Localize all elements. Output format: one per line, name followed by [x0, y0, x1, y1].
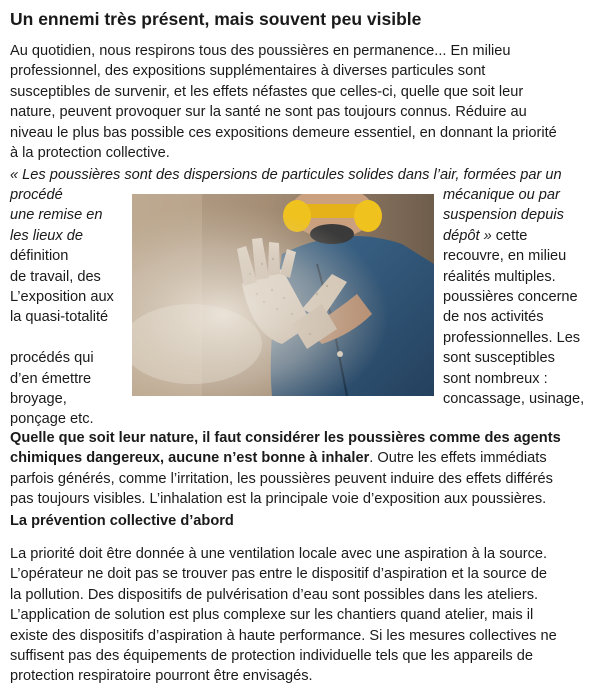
section-subtitle: La prévention collective d’abord [10, 513, 234, 529]
text-line: La priorité doit être donnée à une ventilation locale avec une aspiration à la source. [10, 546, 548, 562]
depot-tail-text: cette [491, 227, 528, 244]
prevention-paragraph [10, 544, 595, 687]
text-line: une remise en [10, 207, 103, 224]
text-line: pas toujours visibles. L’inhalation est la principale voie d’exposition aux poussières. [10, 491, 547, 508]
text-line: sont nombreux : [443, 370, 548, 387]
text-line: niveau le plus bas possible ces expositions demeure essentiel, en donnant la priorité [10, 124, 557, 141]
text-line: de nos activités [443, 309, 544, 326]
intro-paragraph [10, 41, 595, 163]
text-line: nature, peuvent provoquer sur la santé ne sont pas toujours connus. Réduire au [10, 104, 527, 121]
text-line: existe des dispositifs d’aspiration à haute performance. Si les mesures collectives ne [10, 627, 557, 644]
text-line: suspension depuis [443, 207, 564, 224]
text-line: mécanique ou par [443, 187, 560, 203]
text-line: procédés qui [10, 350, 94, 367]
text-line: de travail, des [10, 268, 101, 285]
article-title: Un ennemi très présent, mais souvent peu visible [10, 9, 422, 29]
text-line: la pollution. Des dispositifs de pulvérisation d’eau sont possibles dans les ateliers. [10, 586, 539, 603]
text-line: sont susceptibles [443, 350, 555, 367]
bold-text: chimiques dangereux, aucune n’est bonne à inhaler [10, 450, 370, 467]
text-line [10, 448, 595, 468]
text-line: L’exposition aux [10, 289, 114, 306]
warning-paragraph [10, 428, 595, 510]
text-line: réalités multiples. [443, 268, 556, 285]
text-line: professionnelles. Les [443, 329, 581, 346]
text-line: parfois générés, comme l’irritation, les poussières peuvent induire des effets différés [10, 470, 553, 487]
plain-text: . Outre les effets immédiats [369, 450, 547, 467]
worker-gloves-dust-photo [132, 194, 434, 396]
quote-opening-line: « Les poussières sont des dispersions de particules solides dans l’air, formées par un [10, 167, 562, 183]
text-line: concassage, usinage, [443, 391, 585, 408]
text-line: ponçage etc. [10, 411, 94, 428]
text-line: L’application de solution est plus complexe sur les chantiers quand atelier, mais il [10, 607, 534, 624]
quote-right-column [443, 185, 593, 409]
text-line: recouvre, en milieu [443, 248, 567, 265]
quote-left-column [10, 185, 114, 430]
text-line [10, 328, 114, 348]
text-line: L’opérateur ne doit pas se trouver pas entre le dispositif d’aspiration et la source de [10, 566, 548, 583]
text-line: la quasi-totalité [10, 309, 109, 326]
text-line: Au quotidien, nous respirons tous des poussières en permanence... En milieu [10, 43, 511, 59]
text-line: broyage, [10, 391, 67, 408]
depot-text: dépôt » [443, 227, 492, 244]
text-line: les lieux de [10, 227, 84, 244]
text-line: à la protection collective. [10, 145, 170, 162]
text-line: d’en émettre [10, 370, 92, 387]
text-line: protection respiratoire pourront être envisagés. [10, 668, 313, 685]
text-line [443, 226, 593, 246]
text-line: définition [10, 248, 69, 265]
text-line: susceptibles de survenir, et les effets néfastes que celles-ci, quelle que soit leur [10, 83, 524, 100]
text-line: poussières concerne [443, 289, 578, 306]
text-line: professionnel, des expositions supplémentaires à diverses particules sont [10, 63, 486, 80]
text-line: procédé [10, 187, 63, 203]
text-line: suffisent pas des équipements de protection individuelle tels que les appareils de [10, 648, 534, 665]
text-line: Quelle que soit leur nature, il faut considérer les poussières comme des agents [10, 430, 561, 446]
